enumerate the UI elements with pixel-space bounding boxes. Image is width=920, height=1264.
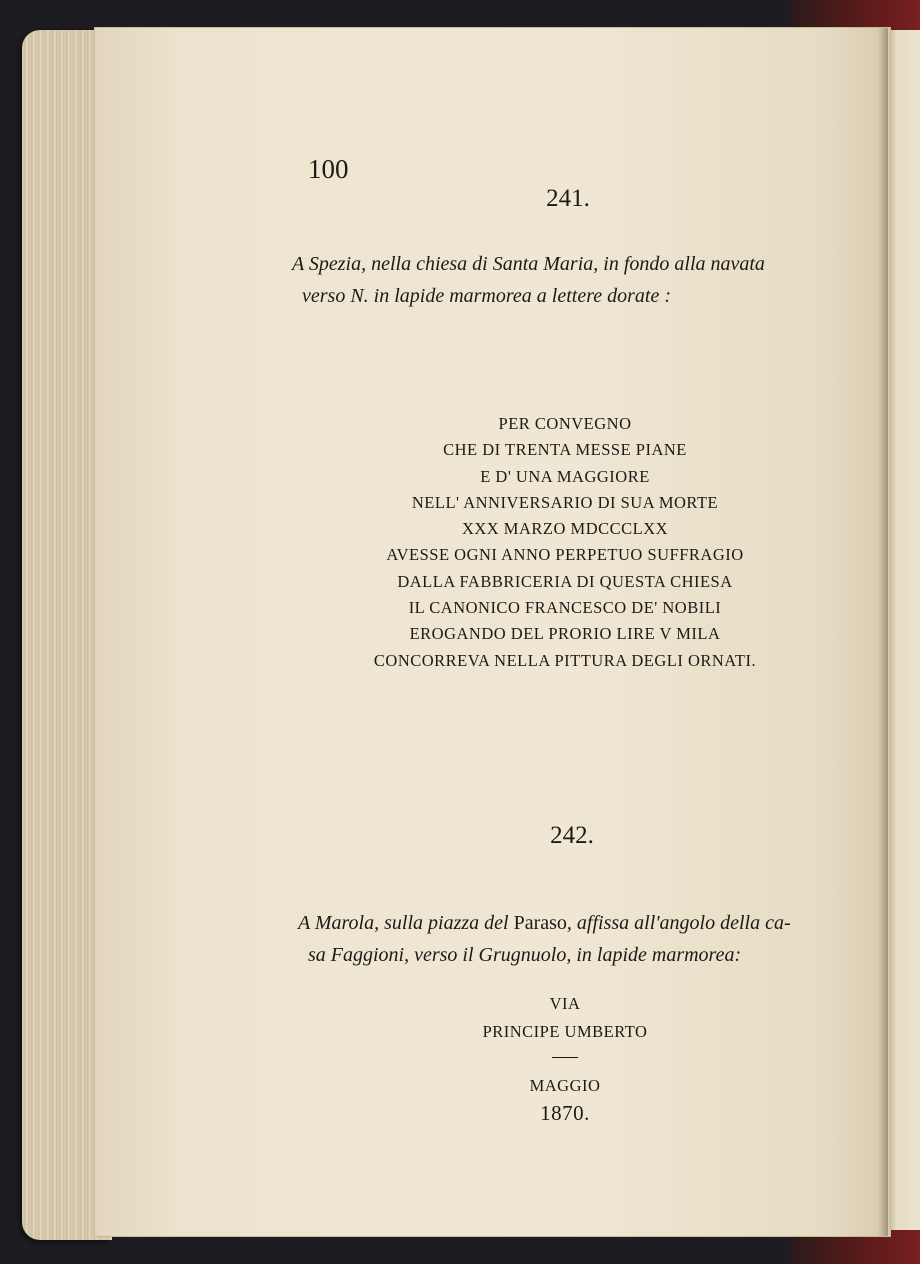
inscription-line: CONCORREVA NELLA PITTURA DEGLI ORNATI. bbox=[373, 650, 757, 670]
place-name: Paraso bbox=[513, 912, 567, 934]
inscription-line: IL CANONICO FRANCESCO DE' NOBILI bbox=[408, 598, 722, 618]
inscription-line: PER CONVEGNO bbox=[498, 414, 632, 433]
divider-rule bbox=[552, 1057, 578, 1058]
inscription-year: 1870. bbox=[540, 1101, 590, 1125]
inscription-line: PRINCIPE UMBERTO bbox=[482, 1022, 648, 1041]
entry-242-inscription bbox=[300, 990, 830, 1126]
intro-line: verso N. in lapide marmorea a lettere dorate : bbox=[302, 285, 672, 307]
inscription-line: AVESSE OGNI ANNO PERPETUO SUFFRAGIO bbox=[386, 545, 744, 565]
inscription-line: MAGGIO bbox=[529, 1076, 601, 1095]
entry-number-242: 242. bbox=[550, 822, 594, 849]
inscription-line: NELL' ANNIVERSARIO DI SUA MORTE bbox=[411, 492, 719, 512]
inscription-line: CHE DI TRENTA MESSE PIANE bbox=[443, 440, 687, 460]
page-number: 100 bbox=[308, 154, 349, 184]
inscription-line: DALLA FABBRICERIA DI QUESTA CHIESA bbox=[397, 571, 733, 591]
intro-line: sa Faggioni, verso il Grugnuolo, in lapide marmorea: bbox=[308, 944, 742, 966]
inscription-line: VIA bbox=[549, 994, 581, 1013]
inscription-line: EROGANDO DEL PRORIO LIRE V MILA bbox=[409, 624, 721, 644]
entry-241-intro bbox=[292, 248, 842, 312]
entry-241-inscription bbox=[300, 411, 830, 674]
intro-line: A Spezia, nella chiesa di Santa Maria, in fondo alla navata bbox=[292, 253, 765, 275]
facing-page-edge bbox=[886, 30, 920, 1230]
inscription-line: E D' UNA MAGGIORE bbox=[480, 466, 650, 486]
intro-text: A Marola, sulla piazza del bbox=[298, 912, 514, 934]
entry-242-intro bbox=[298, 907, 848, 971]
inscription-line: XXX MARZO MDCCCLXX bbox=[461, 519, 669, 539]
page-gutter-shadow bbox=[878, 28, 888, 1236]
intro-line bbox=[298, 907, 848, 939]
entry-number-241: 241. bbox=[546, 185, 590, 212]
intro-text: , affissa all'angolo della ca- bbox=[566, 912, 791, 934]
